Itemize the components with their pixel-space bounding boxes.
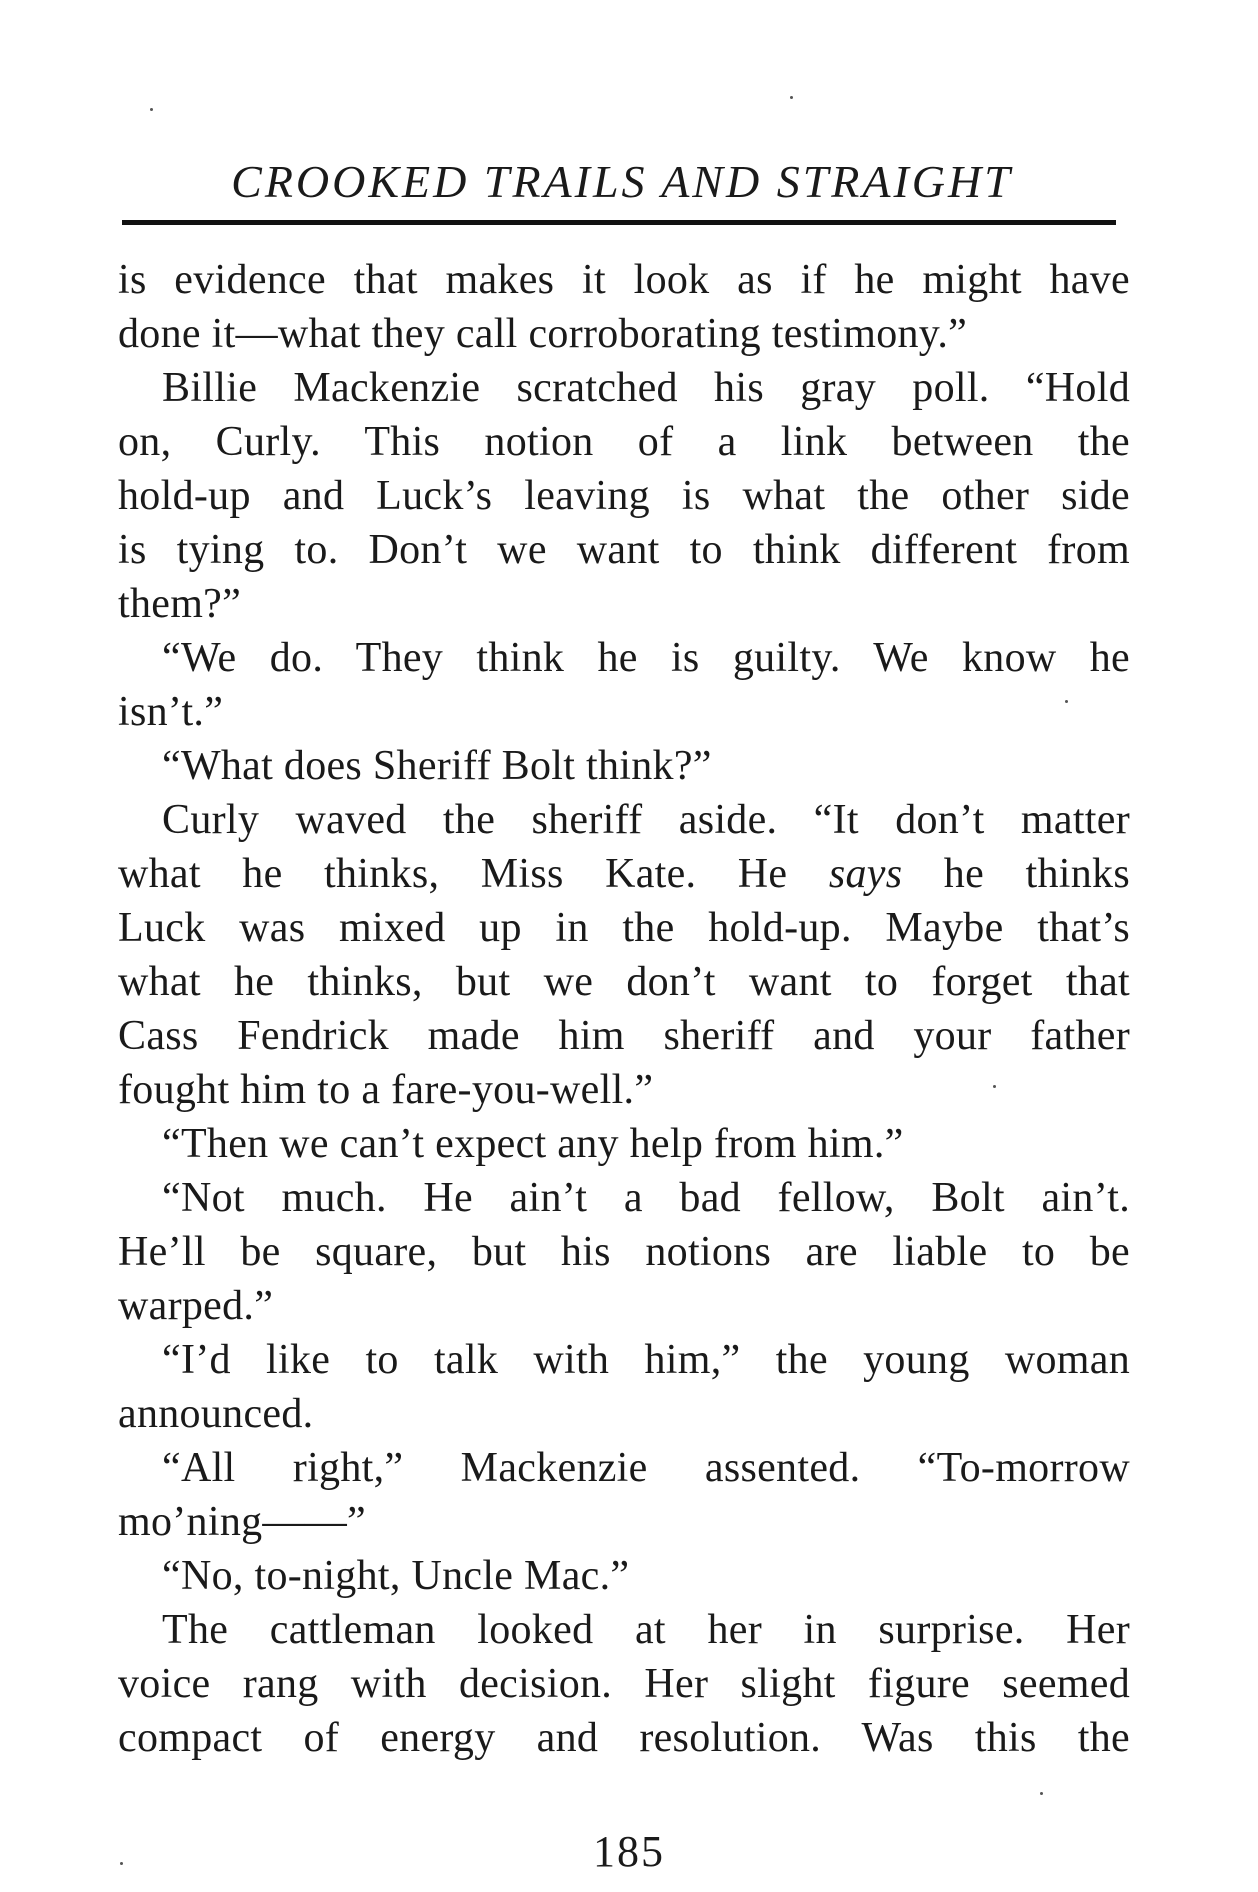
text-line: Curly waved the sheriff aside. “It don’t matter xyxy=(162,797,1130,843)
text-line: “All right,” Mackenzie assented. “To-morrow xyxy=(162,1445,1130,1491)
text-line: announced. xyxy=(118,1391,314,1437)
text-line: them?” xyxy=(118,581,242,627)
print-speck xyxy=(150,108,153,111)
header-rule xyxy=(122,220,1116,225)
text-line: “Not much. He ain’t a bad fellow, Bolt ain’t. xyxy=(162,1175,1130,1221)
text-line: is evidence that makes it look as if he might have xyxy=(118,257,1130,303)
page-number: 185 xyxy=(593,1827,665,1876)
text-line: Billie Mackenzie scratched his gray poll. “Hold xyxy=(162,365,1130,411)
print-speck xyxy=(790,96,793,99)
text-line: what he thinks, Miss Kate. He says he thinks xyxy=(118,851,1130,897)
text-line: mo’ning——” xyxy=(118,1499,366,1545)
print-speck xyxy=(1065,700,1068,703)
text-line: done it—what they call corroborating testimony.” xyxy=(118,311,968,357)
print-speck xyxy=(1040,1792,1043,1795)
text-line: Cass Fendrick made him sheriff and your father xyxy=(118,1013,1130,1059)
print-speck xyxy=(120,1862,123,1865)
print-speck xyxy=(993,1085,996,1088)
text-line: “Then we can’t expect any help from him.” xyxy=(162,1121,904,1167)
text-line: compact of energy and resolution. Was this the xyxy=(118,1715,1130,1761)
text-line: “What does Sheriff Bolt think?” xyxy=(162,743,712,789)
text-line: He’ll be square, but his notions are liable to be xyxy=(118,1229,1130,1275)
text-line: The cattleman looked at her in surprise. Her xyxy=(162,1607,1130,1653)
text-line: “I’d like to talk with him,” the young woman xyxy=(162,1337,1130,1383)
text-line: warped.” xyxy=(118,1283,274,1329)
text-line: voice rang with decision. Her slight figure seemed xyxy=(118,1661,1130,1707)
text-line: hold-up and Luck’s leaving is what the other side xyxy=(118,473,1130,519)
text-line: is tying to. Don’t we want to think different from xyxy=(118,527,1130,573)
text-line: fought him to a fare-you-well.” xyxy=(118,1067,654,1113)
text-line: isn’t.” xyxy=(118,689,224,735)
text-line: on, Curly. This notion of a link between the xyxy=(118,419,1130,465)
text-line: what he thinks, but we don’t want to forget that xyxy=(118,959,1130,1005)
body-text xyxy=(118,253,1130,1765)
text-line: Luck was mixed up in the hold-up. Maybe that’s xyxy=(118,905,1130,951)
text-line: “We do. They think he is guilty. We know he xyxy=(162,635,1130,681)
text-line: “No, to-night, Uncle Mac.” xyxy=(162,1553,630,1599)
running-head: CROOKED TRAILS AND STRAIGHT xyxy=(231,156,1013,207)
